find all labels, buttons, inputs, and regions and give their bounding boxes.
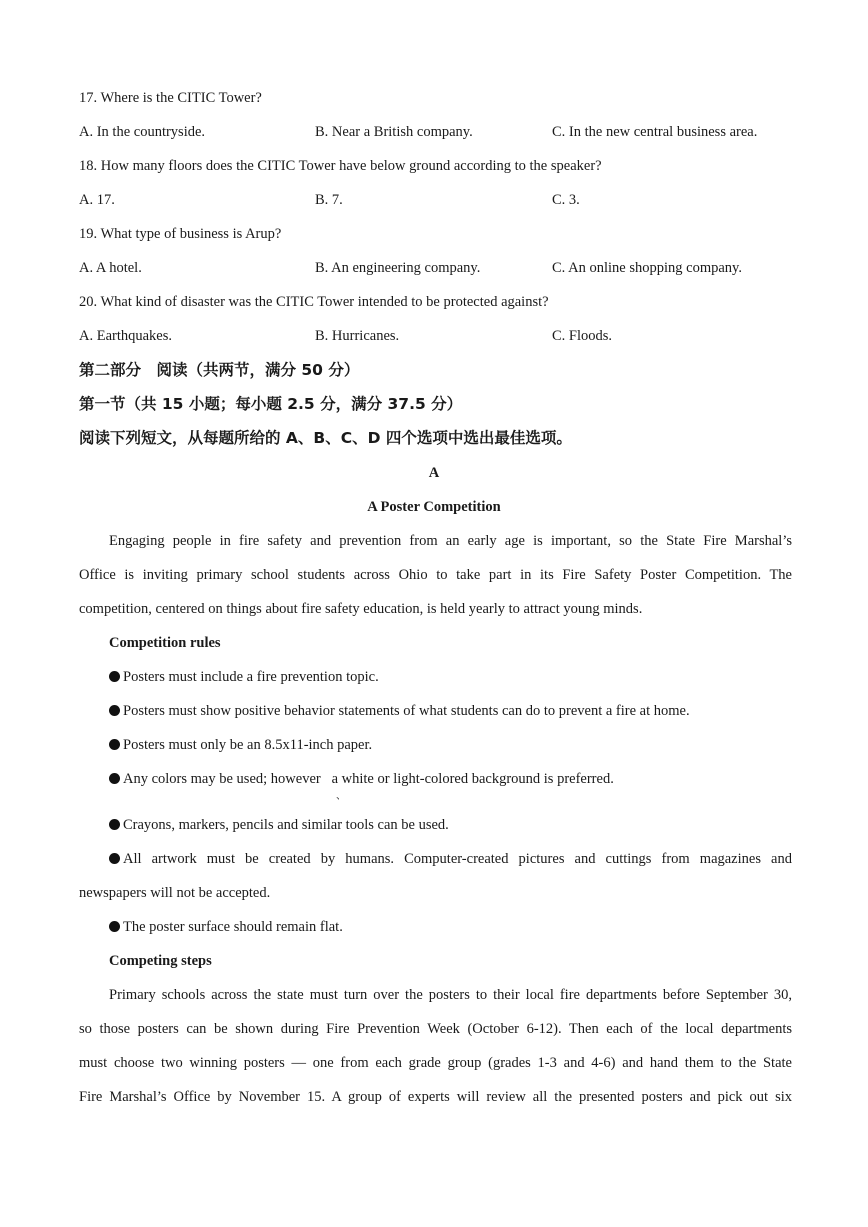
steps-heading: Competing steps bbox=[109, 953, 212, 969]
q17-option-b: B. Near a British company. bbox=[315, 124, 473, 140]
q19-option-a: A. A hotel. bbox=[79, 260, 142, 276]
rule-item-long-line-2: newspapers will not be accepted. bbox=[79, 885, 271, 901]
q19-option-c: C. An online shopping company. bbox=[552, 260, 742, 276]
q20-option-b: B. Hurricanes. bbox=[315, 328, 400, 344]
question-18: 18. How many floors does the CITIC Tower have below ground according to the speaker? bbox=[79, 158, 602, 174]
rule-text: Posters must show positive behavior statements of what students can do to prevent a fire at home. bbox=[123, 703, 690, 719]
steps-line-4: Fire Marshal’s Office by November 15. A group of experts will review all the presented posters and pick out six bbox=[79, 1089, 792, 1105]
q18-option-a: A. 17. bbox=[79, 192, 115, 208]
q18-option-b: B. 7. bbox=[315, 192, 343, 208]
rule-text: The poster surface should remain flat. bbox=[123, 919, 343, 935]
rule-item bbox=[109, 770, 614, 788]
steps-line-1: Primary schools across the state must turn over the posters to their local fire departments before September 30, bbox=[109, 987, 792, 1003]
question-19: 19. What type of business is Arup? bbox=[79, 226, 282, 242]
intro-line-3: competition, centered on things about fire safety education, is held yearly to attract young minds. bbox=[79, 601, 643, 617]
rule-item bbox=[109, 816, 449, 834]
q19-option-b: B. An engineering company. bbox=[315, 260, 481, 276]
bullet-icon bbox=[109, 921, 120, 932]
rule-item bbox=[109, 702, 690, 720]
rule-item-long-line-1 bbox=[79, 850, 792, 868]
intro-line-2: Office is inviting primary school students across Ohio to take part in its Fire Safety Poster Competition. The bbox=[79, 567, 792, 583]
rule-text: Any colors may be used; however a white or light-colored background is preferred. bbox=[123, 771, 614, 787]
bullet-icon bbox=[109, 773, 120, 784]
rule-text: All artwork must be created by humans. Computer-created pictures and cuttings from magazines and bbox=[123, 851, 792, 867]
q18-option-c: C. 3. bbox=[552, 192, 580, 208]
q17-option-a: A. In the countryside. bbox=[79, 124, 206, 140]
q20-option-a: A. Earthquakes. bbox=[79, 328, 173, 344]
reading-instruction: 阅读下列短文，从每题所给的 A、B、C、D 四个选项中选出最佳选项。 bbox=[79, 429, 572, 447]
rule-text: Crayons, markers, pencils and similar tools can be used. bbox=[123, 817, 449, 833]
bullet-icon bbox=[109, 705, 120, 716]
q20-option-c: C. Floods. bbox=[552, 328, 613, 344]
rule-item bbox=[109, 736, 372, 754]
bullet-icon bbox=[109, 671, 120, 682]
steps-line-3: must choose two winning posters — one from each grade group (grades 1-3 and 4-6) and hand them to the State bbox=[79, 1055, 792, 1071]
passage-title: A Poster Competition bbox=[367, 499, 501, 515]
section1-heading: 第一节（共 15 小题；每小题 2.5 分，满分 37.5 分） bbox=[79, 395, 463, 413]
bullet-icon bbox=[109, 739, 120, 750]
rule-item bbox=[109, 918, 343, 936]
bullet-icon bbox=[109, 819, 120, 830]
rule-text: Posters must include a fire prevention topic. bbox=[123, 669, 379, 685]
rule-item bbox=[109, 668, 379, 686]
rule-text: Posters must only be an 8.5x11-inch paper. bbox=[123, 737, 373, 753]
question-20: 20. What kind of disaster was the CITIC Tower intended to be protected against? bbox=[79, 294, 549, 310]
intro-line-1: Engaging people in fire safety and prevention from an early age is important, so the State Fire Marshal’s bbox=[109, 533, 792, 549]
rules-heading: Competition rules bbox=[109, 635, 221, 651]
part2-heading: 第二部分 阅读（共两节，满分 50 分） bbox=[79, 361, 360, 379]
q17-option-c: C. In the new central business area. bbox=[552, 124, 758, 140]
steps-line-2: so those posters can be shown during Fire Prevention Week (October 6-12). Then each of the local departments bbox=[79, 1021, 792, 1037]
stray-mark: 、 bbox=[336, 791, 346, 802]
passage-letter: A bbox=[428, 465, 440, 481]
question-17: 17. Where is the CITIC Tower? bbox=[79, 90, 262, 106]
bullet-icon bbox=[109, 853, 120, 864]
